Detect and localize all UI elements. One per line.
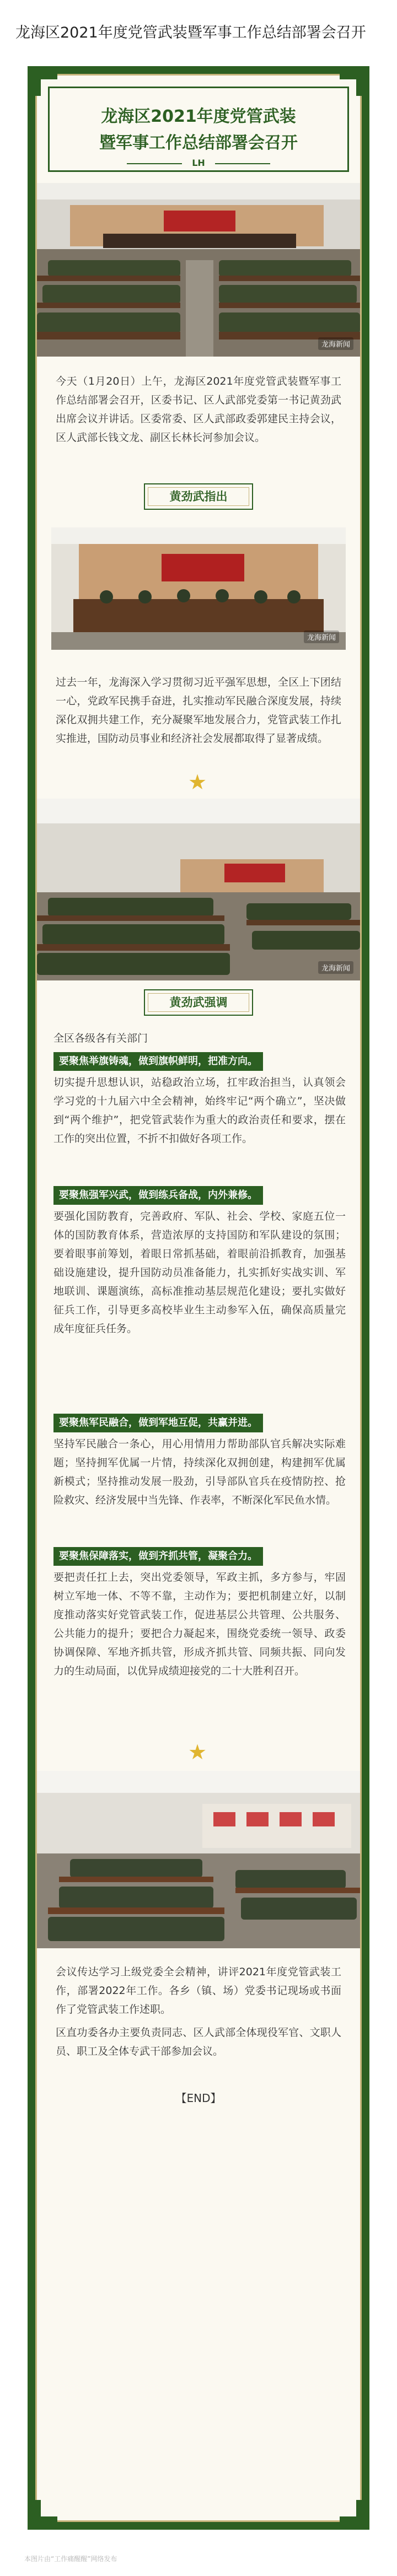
headline-sign (127, 158, 270, 169)
section2-lead: 全区各级各有关部门 (53, 1032, 148, 1044)
point-4-body: 要把责任扛上去，突出党委领导，军政主抓，多方参与，牢固树立军地一体、不等不靠，主动作为；要把机制建立好，以制度推动落实好党管武装工作，促进基层公共管理、公共服务、公共能力的提升；要把合力凝起来，围绕党委统一领导、政委协调保障、军地齐抓共管，形成齐抓共管、同频共振、同向发力的生动局面，以优异成绩迎接党的二十大胜利召开。 (53, 1571, 346, 1677)
point-1-highlight: 要聚焦举旗铸魂，做到旗帜鲜明，把准方向。 (53, 1052, 263, 1071)
headline-box (48, 87, 349, 172)
page-title: 龙海区2021年度党管武装暨军事工作总结部署会召开 (15, 24, 366, 41)
footer-note: 本图片由“工作痛醒醒”网络发布 (24, 2555, 117, 2563)
star-icon: ★ (188, 770, 207, 794)
point-1-body: 切实提升思想认识，站稳政治立场，扛牢政治担当，认真领会学习党的十九届六中全会精神，始终牢记“两个确立”，坚决做到“两个维护”，把党管武装作为重大的政治责任和要求，摆在工作的突出位置，不折不扣做好各项工作。 (53, 1076, 346, 1145)
point-2-highlight: 要聚焦强军兴武，做到练兵备战，内外兼修。 (53, 1186, 263, 1205)
meeting-photo-1 (37, 183, 360, 357)
section1-paragraph: 过去一年，龙海深入学习贯彻习近平强军思想，全区上下团结一心，党政军民携手奋进，扎实推动军民融合深度发展，持续深化双拥共建工作，充分凝聚军地发展合力，党管武装工作扎实推进，国防动员事业和经济社会发展都取得了显著成绩。 (56, 676, 341, 745)
closing-paragraph-1: 会议传达学习上级党委全会精神，讲评2021年度党管武装工作，部署2022年工作。各乡（镇、场）党委书记现场或书面作了党管武装工作述职。 (56, 1966, 341, 2015)
point-2-body: 要强化国防教育，完善政府、军队、社会、学校、家庭五位一体的国防教育体系，营造浓厚的支持国防和军队建设的氛围；要着眼事前筹划，着眼日常抓基础，着眼前沿抓教育，加强基础设施建设，提升国防动员准备能力，扎实抓好实战实训、军地联训、课题演练，高标准推动基层规范化建设；要扎实做好征兵工作，引导更多高校毕业生主动参军入伍，确保高质量完成年度征兵任务。 (53, 1210, 346, 1335)
point-3-highlight: 要聚焦军民融合，做到军地互促，共赢并进。 (53, 1414, 263, 1432)
frame-corner (35, 2500, 57, 2522)
section-title-1: 黄劲武指出 (144, 483, 253, 510)
photo-watermark: 龙海新闻 (318, 961, 353, 974)
photo-watermark: 龙海新闻 (304, 630, 339, 643)
meeting-photo-4 (37, 1771, 360, 1948)
article-frame (28, 66, 369, 2530)
article-body (35, 74, 362, 2522)
headline-line-2: 暨军事工作总结部署会召开 (99, 133, 298, 153)
photo-watermark: 龙海新闻 (318, 337, 353, 350)
meeting-photo-3 (37, 799, 360, 980)
star-icon: ★ (188, 1740, 207, 1764)
point-4-highlight: 要聚焦保障落实，做到齐抓共管，凝聚合力。 (53, 1547, 263, 1566)
meeting-photo-2 (51, 527, 346, 650)
point-3-body: 坚持军民融合一条心，用心用情用力帮助部队官兵解决实际难题；坚持拥军优属一片情，持续深化双拥创建，构建拥军优属新模式；坚持推动发展一股劲，引导部队官兵在疫情防控、抢险救灾、经济发展中当先锋、作表率，不断深化军民鱼水情。 (53, 1438, 346, 1506)
meeting-hall-illustration (37, 183, 360, 357)
audience-illustration (37, 799, 360, 980)
divider-line (215, 163, 270, 164)
intro-paragraph: 今天（1月20日）上午，龙海区2021年度党管武装暨军事工作总结部署会召开，区委书记、区人武部党委第一书记黄劲武出席会议并讲话。区委常委、区人武部政委郭建民主持会议，区人武部长钱文龙、副区长林长河参加会议。 (56, 375, 341, 444)
conference-room-illustration (37, 1771, 360, 1948)
headline-sign-text: LH (192, 158, 205, 168)
end-marker: 【END】 (175, 2092, 222, 2105)
frame-corner (340, 2500, 362, 2522)
rostrum-illustration (51, 527, 346, 650)
section-title-2: 黄劲武强调 (144, 989, 253, 1016)
closing-paragraph-2: 区直功委各办主要负责同志、区人武部全体现役军官、文职人员、职工及全体专武干部参加会议。 (56, 2027, 341, 2057)
headline-line-1: 龙海区2021年度党管武装 (101, 107, 296, 126)
